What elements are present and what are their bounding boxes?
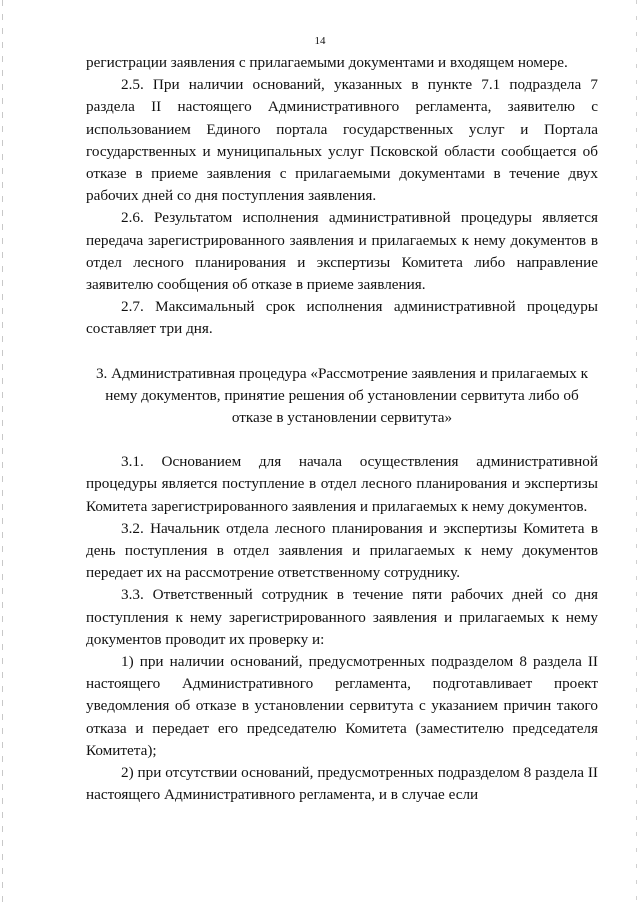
page-number: 14 <box>314 35 326 47</box>
paragraph-3-1: 3.1. Основанием для начала осуществления административной процедуры является поступление в отдел лесного планирования и экспертизы Комитета зарегистрированного заявления и прилагаемых к нему документов. <box>86 453 598 515</box>
paragraph-continuation: регистрации заявления с прилагаемыми документами и входящем номере. <box>86 54 568 71</box>
paragraph-2-7: 2.7. Максимальный срок исполнения административной процедуры составляет три дня. <box>86 298 598 338</box>
section-3-title: 3. Административная процедура «Рассмотрение заявления и прилагаемых к нему документов, принятие решения об установлении сервитута либо об отказе в установлении сервитута» <box>95 364 589 427</box>
scan-edge-right <box>636 0 637 905</box>
paragraph-3-2: 3.2. Начальник отдела лесного планирования и экспертизы Комитета в день поступления в отдел заявления и прилагаемых к нему документов передает их на рассмотрение ответственному сотруднику. <box>86 519 598 582</box>
document-body <box>86 52 598 807</box>
paragraph-3-3: 3.3. Ответственный сотрудник в течение пяти рабочих дней со дня поступления к нему зарегистрированного заявления и прилагаемых к нему документов проводит их проверку и: <box>86 586 598 648</box>
paragraph-2-5: 2.5. При наличии оснований, указанных в пункте 7.1 подраздела 7 раздела II настоящего Административного регламента, заявителю с использованием Единого портала государственных услуг и Портала государственных и муниципальных услуг Псковской области сообщается об отказе в приеме заявления с прилагаемыми документами в течение двух рабочих дней со дня поступления заявления. <box>86 76 598 205</box>
list-item-1: 1) при наличии оснований, предусмотренных подразделом 8 раздела II настоящего Административного регламента, подготавливает проект уведомления об отказе в установлении сервитута с указанием причин такого отказа и передает его председателю Комитета (заместителю председателя Комитета); <box>86 653 598 759</box>
paragraph-2-6: 2.6. Результатом исполнения административной процедуры является передача зарегистрированного заявления и прилагаемых к нему документов в отдел лесного планирования и экспертизы Комитета либо направление заявителю сообщения об отказе в приеме заявления. <box>86 209 598 294</box>
scan-edge-left <box>2 0 3 905</box>
list-item-2: 2) при отсутствии оснований, предусмотренных подразделом 8 раздела II настоящего Административного регламента, и в случае если <box>86 764 598 804</box>
